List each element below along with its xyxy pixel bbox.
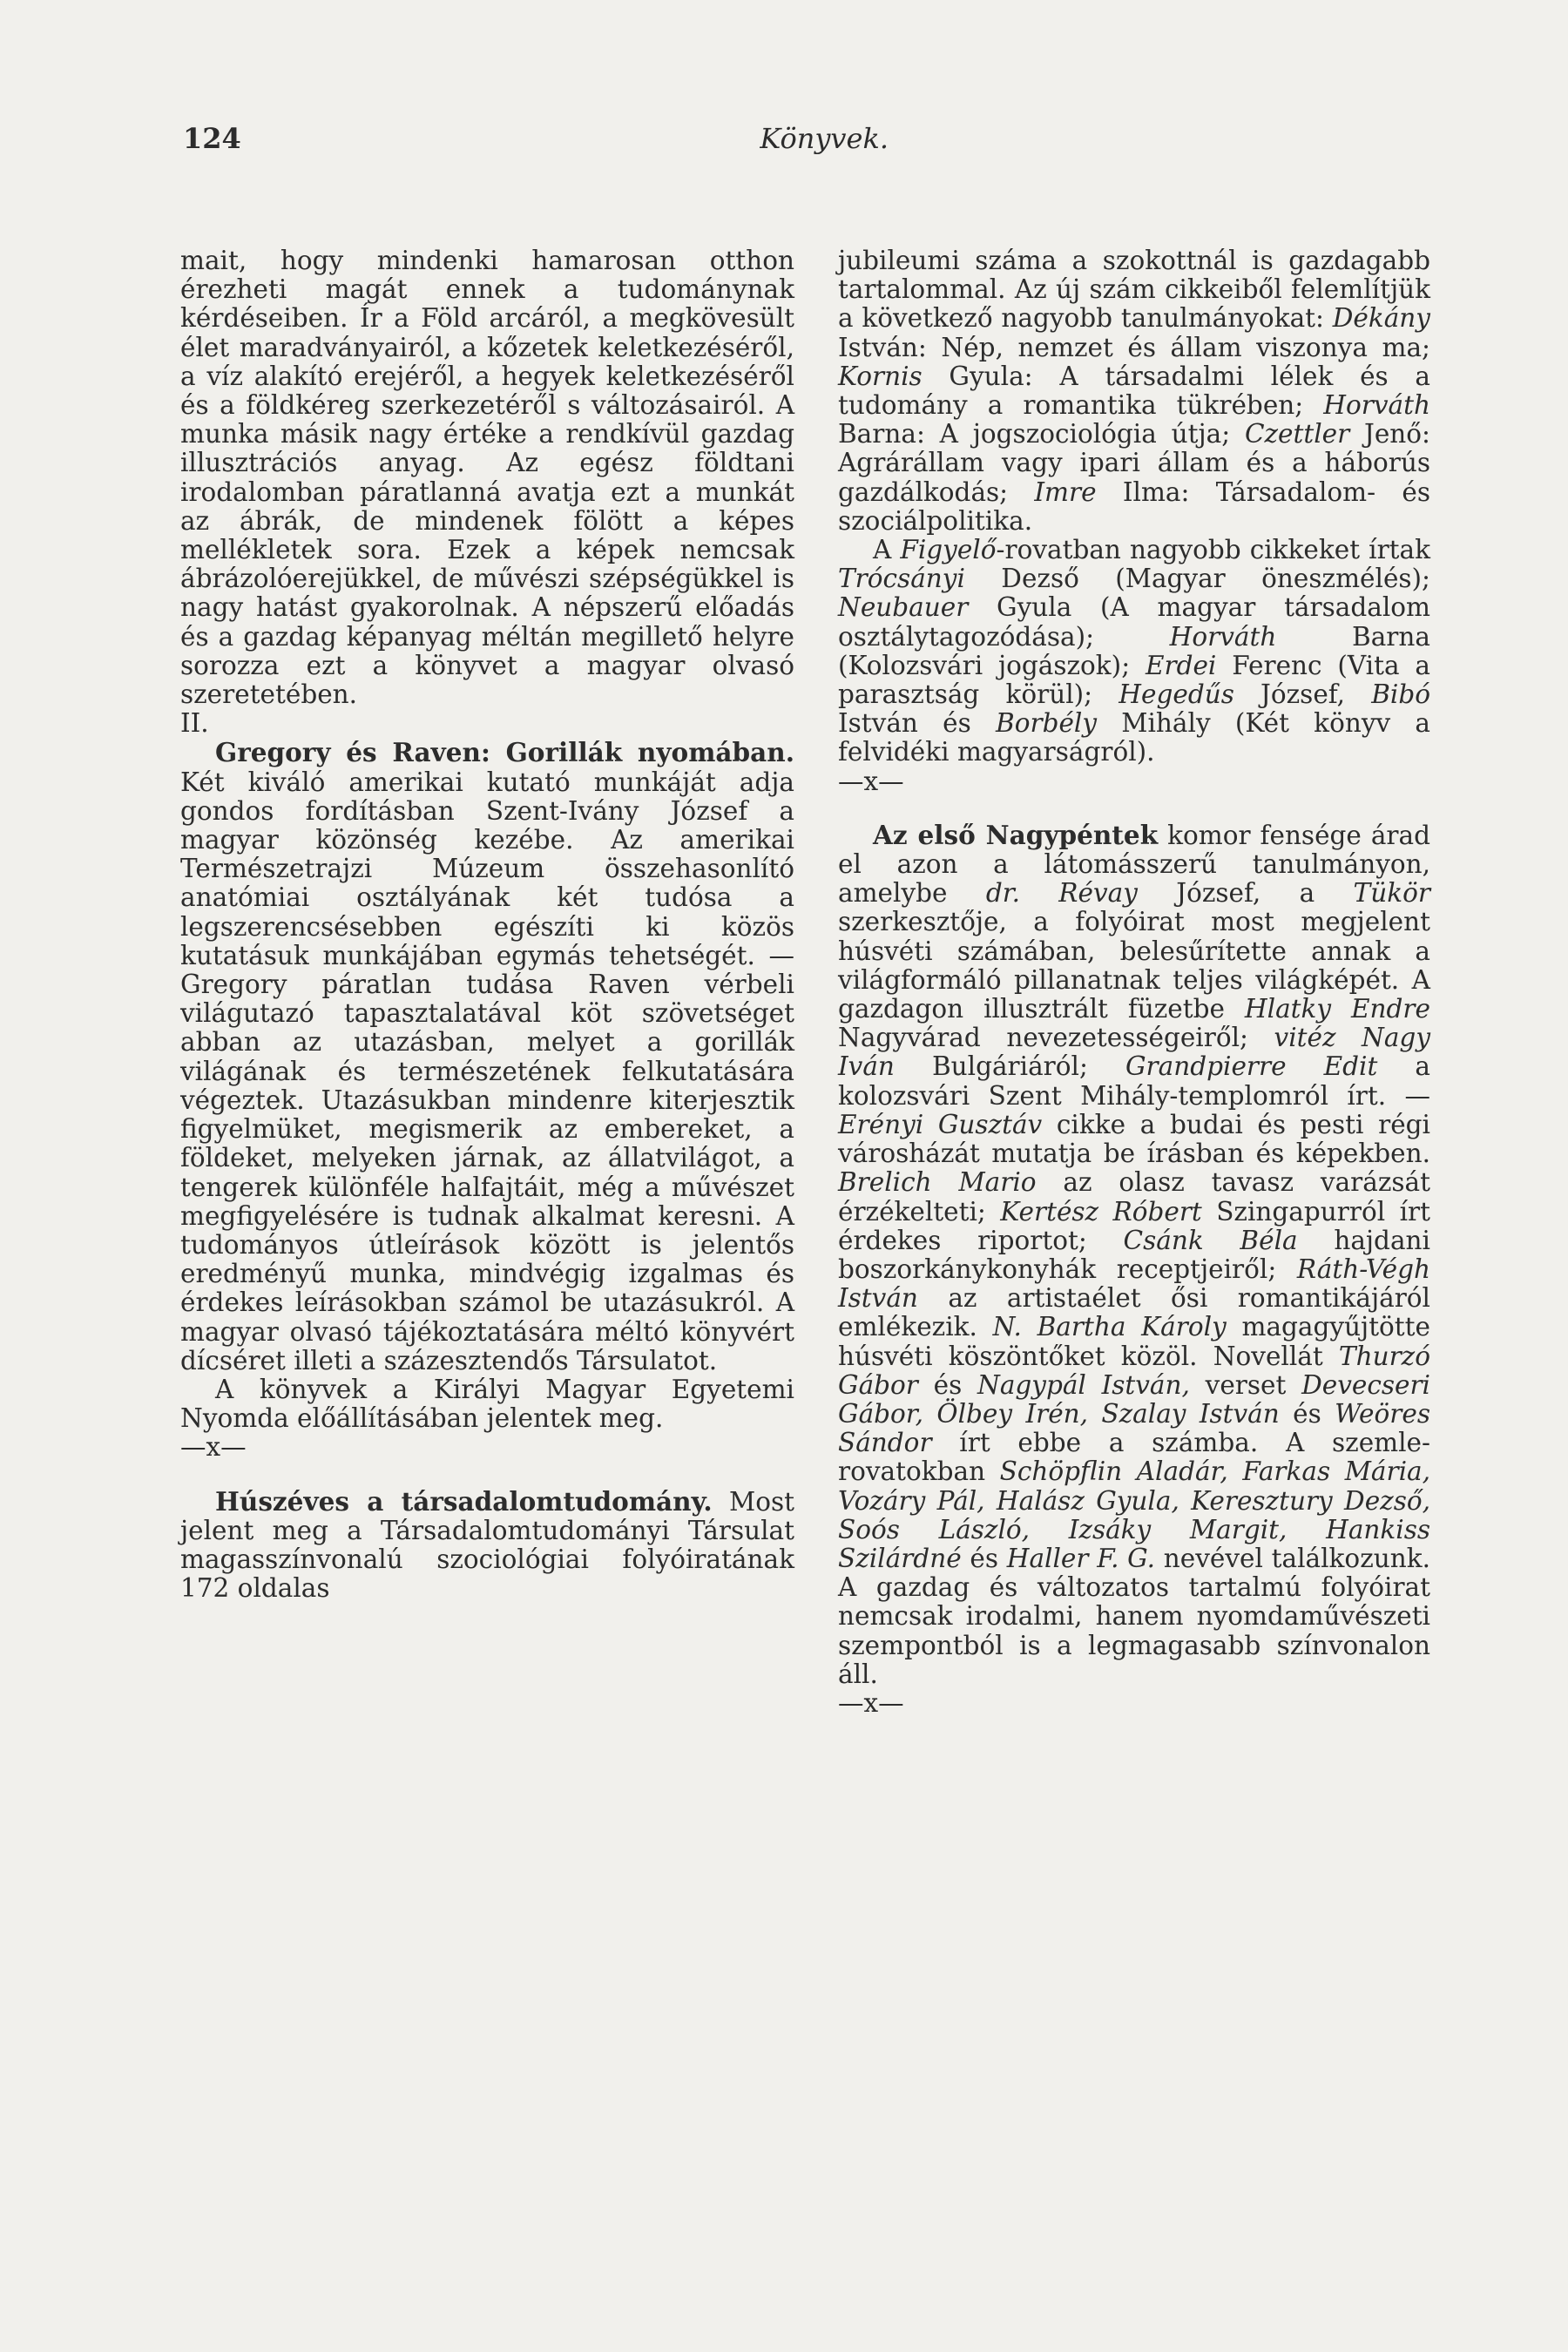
paragraph-publisher: A könyvek a Királyi Magyar Egyetemi Nyomda előállításában jelentek meg. (180, 1374, 794, 1434)
section-number: II. (180, 708, 209, 739)
review-text: Két kiváló amerikai kutató munkáját adja gondos fordításban Szent-Ivány József a magyar közönség kezébe. Az amerikai Természetrajzi Múzeum összehasonlító anatómiai osztályának két tudósa a legszerencsésebben egészíti ki közös kutatásuk munkájában egymás tehetségét. — Gregory páratlan tudása Raven vérbeli világutazó tapasztalatával köt szövetséget abban az utazásban, melyet a gorillák világának és természetének felkutatására végeztek. Utazásukban mindenre kiterjesztik figyelmüket, megismerik az embereket, a földeket, melyeken járnak, az állatvilágot, a tengerek különféle halfajtáit, még a művészet megfigyelésére is tudnak alkalmat keresni. A tudományos útleírások között is jelentős eredményű munka, mindvégig izgalmas és érdekes leírásokban számol be utazásukról. A magyar olvasó tájékoztatására méltó könyvért dícséret illeti a százesztendős Társulatot. (180, 767, 794, 1375)
review-heading: Gregory és Raven: Gorillák nyomában. (215, 737, 794, 768)
paragraph-gorilla-book (180, 738, 794, 1375)
paragraph-figyelo: A Figyelő-rovatban nagyobb cikkeket írtak Trócsányi Dezső (Magyar öneszmélés); Neubauer Gyula (A magyar társadalom osztálytagozódása); Horváth Barna (Kolozsvári jogászok); Erdei Ferenc (Vita a parasztság körül); Hegedűs József, Bibó István és Borbély Mihály (Két könyv a felvidéki magyarságról). (838, 535, 1430, 767)
paragraph-jubilee-issue: jubileumi száma a szokottnál is gazdagabb tartalommal. Az új szám cikkeiből felemlítjük a következő nagyobb tanulmányokat: Dékány István: Nép, nemzet és állam viszonya ma; Kornis Gyula: A társadalmi lélek és a tudomány a romantika tükrében; Horváth Barna: A jogszociológia útja; Czettler Jenő: Agrárállam vagy ipari állam és a háborús gazdálkodás; Imre Ilma: Társadalom- és szociálpolitika. (838, 246, 1430, 536)
paragraph-nagypentek: Az első Nagypéntek komor fensége árad el azon a látomásszerű tanulmányon, amelybe dr. Révay József, a Tükör szerkesztője, a folyóirat most megjelent húsvéti számában, belesűrítette annak a világformáló pillanatnak teljes világképét. A gazdagon illusztrált füzetbe Hlatky Endre Nagyvárad nevezetességeiről; vitéz Nagy Iván Bulgáriáról; Grandpierre Edit a kolozsvári Szent Mihály-templomról írt. — Erényi Gusztáv cikke a budai és pesti régi városházát mutatja be írásban és képekben. Brelich Mario az olasz tavasz varázsát érzékelteti; Kertész Róbert Szingapurról írt érdekes riportot; Csánk Béla hajdani boszorkánykonyhák receptjeiről; Ráth-Végh István az artistaélet ősi romantikájáról emlékezik. N. Bartha Károly magagyűjtötte húsvéti köszöntőket közöl. Novellát Thurzó Gábor és Nagypál István, verset Devecseri Gábor, Ölbey Irén, Szalay István és Weöres Sándor írt ebbe a számba. A szemle-rovatokban Schöpflin Aladár, Farkas Mária, Vozáry Pál, Halász Gyula, Keresztury Dezső, Soós László, Izsáky Margit, Hankiss Szilárdné és Haller F. G. nevével találkozunk. A gazdag és változatos tartalmú folyóirat nemcsak irodalmi, hanem nyomdaművészeti szempontból is a legmagasabb színvonalon áll. (838, 819, 1431, 1689)
page-number: 124 (183, 122, 241, 155)
left-column (180, 247, 794, 1603)
paragraph-geology-book: mait, hogy mindenki hamarosan otthon érezheti magát ennek a tudománynak kérdéseiben. Ír a Föld arcáról, a megkövesült élet maradványairól, a kőzetek keletkezéséről, a víz alakító erejéről, a hegyek keletkezéséről és a földkéreg szerkezetéről s változásairól. A munka másik nagy értéke a rendkívül gazdag illusztrációs anyag. Az egész földtani irodalomban páratlanná avatja ezt a munkát az ábrák, de mindenek fölött a képes mellékletek sora. Ezek a képek nemcsak ábrázolóerejükkel, de művészi szépségükkel is nagy hatást gyakorolnak. A népszerű előadás és a gazdag képanyag méltán megillető helyre sorozza ezt a könyvet a magyar olvasó szeretetében. (180, 246, 794, 710)
signoff-mark: —x— (838, 766, 904, 796)
page-header (183, 122, 889, 164)
signoff-mark: —x— (838, 1687, 904, 1718)
running-title: Könyvek. (760, 122, 889, 155)
review-text: Most jelent meg a Társadalomtudományi Társulat magasszínvonalú szociológiai folyóiratának 172 oldalas (180, 1486, 794, 1604)
paragraph-social-science (180, 1487, 794, 1604)
review-heading: Az első Nagypéntek (873, 819, 1159, 850)
review-heading: Húszéves a társadalomtudomány. (215, 1485, 713, 1517)
right-column (838, 247, 1430, 1718)
signoff-mark: —x— (180, 1432, 247, 1463)
